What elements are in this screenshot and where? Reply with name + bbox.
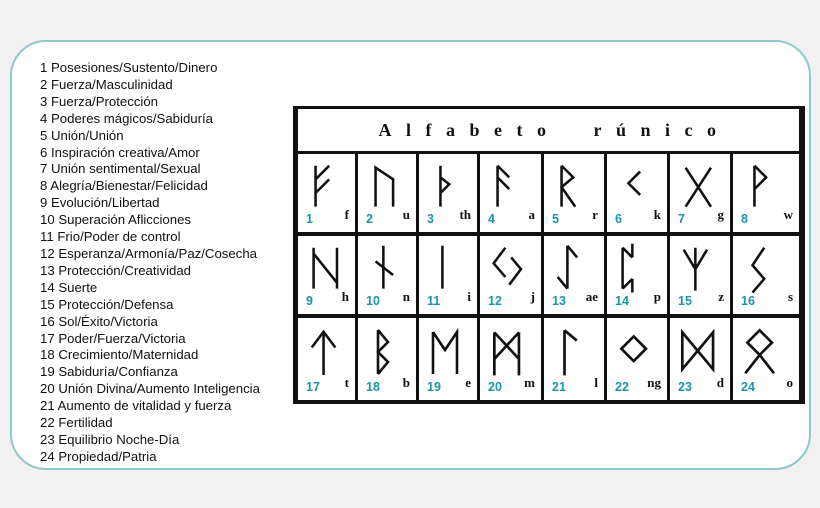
meaning-item: 9 Evolución/Libertad — [40, 195, 160, 211]
rune-letter: o — [786, 375, 793, 390]
rune-meanings-list — [40, 60, 260, 466]
rune-cell — [480, 154, 541, 232]
rune-number: 24 — [741, 380, 755, 394]
rune-letter: i — [467, 289, 471, 304]
rune-number: 6 — [615, 212, 622, 226]
rune-letter: ng — [647, 375, 661, 390]
table-title: Alfabeto rúnico — [378, 119, 731, 140]
rune-number: 1 — [306, 212, 313, 226]
rune-cell — [298, 154, 355, 232]
rune-number: 23 — [678, 380, 692, 394]
rune-cell — [480, 236, 541, 314]
rune-cell — [607, 236, 667, 314]
meaning-item: 12 Esperanza/Armonía/Paz/Cosecha — [40, 245, 257, 261]
rune-cell — [670, 236, 730, 314]
meaning-item: 19 Sabiduría/Confianza — [40, 364, 178, 380]
rune-number: 20 — [488, 380, 502, 394]
rune-number: 10 — [366, 294, 380, 308]
rune-alphabet-table — [293, 106, 805, 404]
rune-number: 3 — [427, 212, 434, 226]
rune-letter: f — [344, 207, 349, 222]
rune-cell — [607, 318, 667, 400]
rune-number: 15 — [678, 294, 692, 308]
rune-cell — [419, 154, 477, 232]
rune-number: 4 — [488, 212, 495, 226]
meaning-item: 20 Unión Divina/Aumento Inteligencia — [40, 381, 260, 397]
meaning-item: 14 Suerte — [40, 279, 98, 295]
rune-number: 13 — [552, 294, 566, 308]
rune-number: 19 — [427, 380, 441, 394]
rune-number: 11 — [427, 294, 441, 308]
rune-cell — [733, 154, 799, 232]
rune-letter: t — [344, 375, 349, 390]
rune-cell — [670, 154, 730, 232]
rune-letter: ae — [585, 289, 598, 304]
rune-number: 8 — [741, 212, 748, 226]
meaning-item: 10 Superación Aflicciones — [40, 212, 192, 228]
rune-letter: w — [783, 207, 793, 222]
rune-letter: h — [341, 289, 349, 304]
meaning-item: 16 Sol/Éxito/Victoria — [40, 313, 158, 329]
meaning-item: 21 Aumento de vitalidad y fuerza — [40, 398, 232, 414]
rune-letter: b — [402, 375, 410, 390]
rune-number: 18 — [366, 380, 380, 394]
rune-cell — [544, 236, 604, 314]
meaning-item: 1 Posesiones/Sustento/Dinero — [40, 60, 218, 75]
rune-cell — [544, 154, 604, 232]
meaning-item: 3 Fuerza/Protección — [40, 93, 159, 109]
rune-letter: u — [402, 207, 410, 222]
rune-number: 22 — [615, 380, 629, 394]
rune-cell — [544, 318, 604, 400]
rune-cell — [419, 236, 477, 314]
rune-letter: e — [465, 375, 471, 390]
rune-cell — [358, 154, 416, 232]
meaning-item: 15 Protección/Defensa — [40, 296, 174, 312]
meaning-item: 23 Equilibrio Noche-Día — [40, 431, 180, 447]
meaning-item: 18 Crecimiento/Maternidad — [40, 347, 199, 363]
rune-letter: l — [594, 375, 598, 390]
meaning-item: 17 Poder/Fuerza/Victoria — [40, 330, 186, 346]
rune-letter: d — [716, 375, 724, 390]
meaning-item: 22 Fertilidad — [40, 415, 113, 431]
rune-cell — [358, 318, 416, 400]
rune-number: 12 — [488, 294, 502, 308]
rune-letter: th — [459, 207, 471, 222]
rune-letter: n — [402, 289, 410, 304]
rune-letter: m — [524, 375, 535, 390]
rune-cell — [419, 318, 477, 400]
rune-letter: r — [592, 207, 598, 222]
meaning-item: 8 Alegría/Bienestar/Felicidad — [40, 178, 208, 194]
rune-letter: g — [717, 207, 724, 222]
rune-number: 5 — [552, 212, 559, 226]
rune-number: 17 — [306, 380, 320, 394]
meaning-item: 7 Unión sentimental/Sexual — [40, 161, 201, 177]
rune-number: 7 — [678, 212, 685, 226]
rune-number: 14 — [615, 294, 629, 308]
rune-number: 2 — [366, 212, 373, 226]
rune-cell — [607, 154, 667, 232]
rune-cell — [480, 318, 541, 400]
meaning-item: 6 Inspiración creativa/Amor — [40, 144, 200, 160]
rune-cell — [298, 318, 355, 400]
rune-letter: z — [718, 289, 724, 304]
meaning-item: 24 Propiedad/Patria — [40, 448, 157, 464]
rune-cell — [670, 318, 730, 400]
meaning-item: 5 Unión/Unión — [40, 127, 124, 143]
rune-letter: s — [787, 289, 793, 304]
rune-letter: a — [528, 207, 535, 222]
rune-number: 21 — [552, 380, 566, 394]
meaning-item: 13 Protección/Creatividad — [40, 262, 192, 278]
rune-number: 9 — [306, 294, 313, 308]
rune-letter: p — [653, 289, 661, 304]
rune-letter: k — [653, 207, 661, 222]
rune-letter: j — [530, 289, 535, 304]
meaning-item: 4 Poderes mágicos/Sabiduría — [40, 110, 214, 126]
rune-number: 16 — [741, 294, 755, 308]
rune-cell — [733, 236, 799, 314]
table-title-cell — [298, 109, 799, 151]
rune-cell — [298, 236, 355, 314]
rune-cell — [733, 318, 799, 400]
meaning-item: 2 Fuerza/Masculinidad — [40, 76, 173, 92]
rune-cell — [358, 236, 416, 314]
meaning-item: 11 Frio/Poder de control — [40, 229, 181, 245]
